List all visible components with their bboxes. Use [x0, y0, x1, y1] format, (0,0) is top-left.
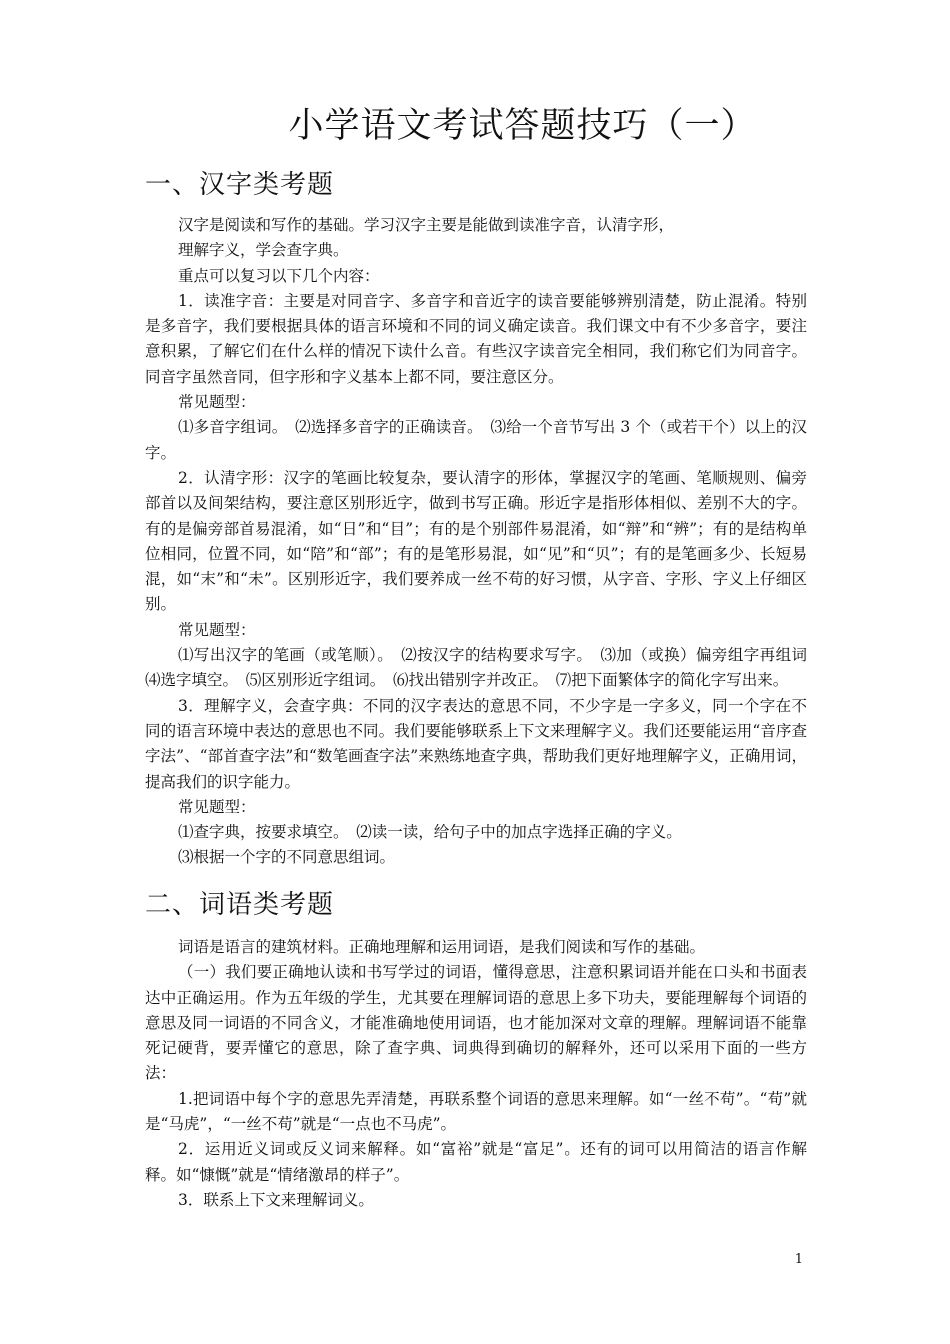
- paragraph: ⑶根据一个字的不同意思组词。: [178, 848, 396, 867]
- paragraph: 理解字义，学会查字典。: [178, 241, 349, 260]
- paragraph: 3．联系上下文来理解词义。: [178, 1190, 374, 1209]
- document-title: 小学语文考试答题技巧（一）: [288, 106, 757, 146]
- section-heading-ciyu: 二、词语类考题: [145, 890, 335, 920]
- paragraph: 词语是语言的建筑材料。正确地理解和运用词语，是我们阅读和写作的基础。: [178, 938, 706, 956]
- section-body-hanzi: [145, 213, 823, 871]
- paragraph: 2．认清字形：汉字的笔画比较复杂，要认清字的形体，掌握汉字的笔画、笔顺规则、偏旁部首以及间架结构，要注意区别形近字，做到书写正确。形近字是指形体相似、差别不大的字。有的是偏旁部首易混淆，如“日”和“目”；有的是个别部件易混淆，如“辩”和“辨”；有的是结构单位相同，位置不同，如“陪”和“部”；有的是笔形易混，如“见”和“贝”；有的是笔画多少、长短易混，如“末”和“未”。区别形近字，我们要养成一丝不苟的好习惯，从字音、字形、字义上仔细区别。: [145, 468, 807, 614]
- paragraph: （一）我们要正确地认读和书写学过的词语，懂得意思，注意积累词语并能在口头和书面表达中正确运用。作为五年级的学生，尤其要在理解词语的意思上多下功夫，要能理解每个词语的意思及同一词语的不同含义，才能准确地使用词语，也才能加深对文章的理解。理解词语不能靠死记硬背，要弄懂它的意思，除了查字典、词典得到确切的解释外，还可以采用下面的一些方法：: [145, 963, 807, 1083]
- paragraph: 常见题型：: [178, 393, 256, 412]
- paragraph: 2．运用近义词或反义词来解释。如“富裕”就是“富足”。还有的词可以用简洁的语言作解释。如“慷慨”就是“情绪激昂的样子”。: [145, 1140, 807, 1184]
- paragraph: 常见题型：: [178, 620, 256, 639]
- paragraph: 3．理解字义，会查字典：不同的汉字表达的意思不同，不少字是一字多义，同一个字在不同的语言环境中表达的意思也不同。我们要能够联系上下文来理解字义。我们还要能运用“音序查字法”、“部首查字法”和“数笔画查字法”来熟练地查字典，帮助我们更好地理解字义，正确用词，提高我们的识字能力。: [145, 696, 807, 791]
- paragraph: 汉字是阅读和写作的基础。学习汉字主要是能做到读准字音，认清字形，: [178, 216, 675, 234]
- paragraph: ⑴多音字组词。 ⑵选择多音字的正确读音。 ⑶给一个音节写出 3 个（或若干个）以上的汉字。: [145, 418, 807, 462]
- paragraph: 1．读准字音：主要是对同音字、多音字和音近字的读音要能够辨别清楚，防止混淆。特别是多音字，我们要根据具体的语言环境和不同的词义确定读音。我们课文中有不少多音字，要注意积累，了解它们在什么样的情况下读什么音。有些汉字读音完全相同，我们称它们为同音字。同音字虽然音同，但字形和字义基本上都不同，要注意区分。: [145, 291, 807, 386]
- paragraph: 1.把词语中每个字的意思先弄清楚，再联系整个词语的意思来理解。如“一丝不苟”。“苟”就是“马虎”，“一丝不苟”就是“一点也不马虎”。: [145, 1089, 807, 1134]
- section-heading-hanzi: 一、汉字类考题: [145, 170, 335, 200]
- paragraph: ⑴写出汉字的笔画（或笔顺）。 ⑵按汉字的结构要求写字。 ⑶加（或换）偏旁组字再组词 ⑷选字填空。 ⑸区别形近字组词。 ⑹找出错别字并改正。 ⑺把下面繁体字的简化字写出来。: [145, 646, 823, 690]
- paragraph: ⑴查字典，按要求填空。 ⑵读一读，给句子中的加点字选择正确的字义。: [178, 823, 682, 842]
- paragraph: 常见题型：: [178, 797, 256, 816]
- section-body-ciyu: [145, 935, 807, 1213]
- page-number: 1: [794, 1252, 803, 1267]
- paragraph: 重点可以复习以下几个内容：: [178, 266, 380, 285]
